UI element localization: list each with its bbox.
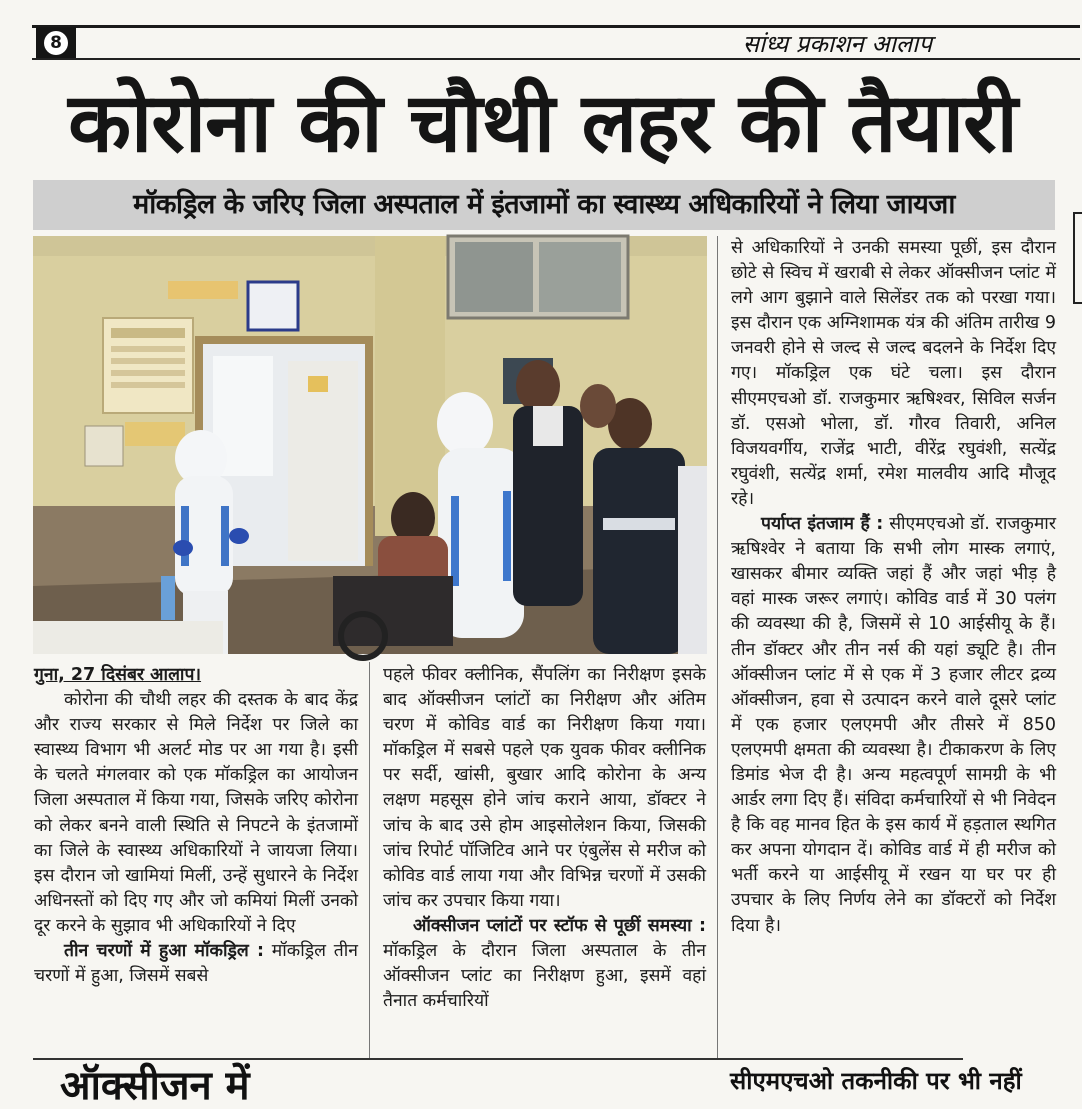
news-photo xyxy=(33,236,707,654)
headline: कोरोना की चौथी लहर की तैयारी xyxy=(68,76,1017,171)
paragraph: सीएमएचओ डॉ. राजकुमार ऋषिश्वेर ने बताया कि सभी लोग मास्क लगाएं, खासकर बीमार व्यक्ति जहां हैं और जहां भीड़ है वहां मास्क जरूर लगाएं। कोविड वार्ड में 30 पलंग की व्यवस्था की है, जिसमें से 10 आईसीयू के हैं। तीन डॉक्टर और तीन नर्स की यहां ड्यूटि है। तीन ऑक्सीजन प्लांट में से एक में 3 हजार लीटर द्रव्य ऑक्सीजन, हवा से उत्पादन करने वाले दूसरे प्लांट में एक हजार एलएमपी और तीसरे में 850 एलएमपी क्षमता की व्यवस्था है। टीकाकरण के लिए डिमांड भेज दी है। अन्य महत्वपूर्ण सामग्री के भी आर्डर लगा दिए हैं। संविदा कर्मचारियों से भी निवेदन है कि वह मानव हित के इस कार्य में हड़ताल स्थगित कर अपना योगदान दें। कोविड वार्ड में ही मरीज को भर्ती करने या आईसीयू में रखन या घर पर ही उपचार के लिए निर्णय लेने का डॉक्टरों को निर्देश दिया है। xyxy=(731,514,1056,936)
masthead-title: सांध्य प्रकाशन आलाप xyxy=(742,30,932,58)
adjacent-box-edge xyxy=(1073,212,1082,304)
article-column-3 xyxy=(731,236,1056,939)
page-number-badge xyxy=(36,27,76,59)
subheading: तीन चरणों में हुआ मॉकड्रिल : xyxy=(64,941,265,962)
paragraph: मॉकड्रिल के दौरान जिला अस्पताल के तीन ऑक्सीजन प्लांट का निरीक्षण हुआ, इसमें वहां तैनात कर्मचारियों xyxy=(383,941,706,1012)
subheading: ऑक्सीजन प्लांटों पर स्टॉफ से पूछीं समस्या : xyxy=(413,915,706,936)
column-rule xyxy=(369,662,370,1060)
subheadline: मॉकड्रिल के जरिए जिला अस्पताल में इंतजामों का स्वास्थ्य अधिकारियों ने लिया जायजा xyxy=(33,180,1055,230)
bottom-rule xyxy=(33,1058,963,1060)
hospital-mock-drill-photo xyxy=(33,236,707,654)
header-rule xyxy=(32,58,1080,60)
column-rule xyxy=(717,236,718,1060)
subheading: पर्याप्त इंतजाम हैं : xyxy=(761,514,884,535)
article-column-2 xyxy=(383,663,706,1014)
paragraph: से अधिकारियों ने उनकी समस्या पूछीं, इस दौरान छोटे से स्विच में खराबी से लेकर ऑक्सीजन प्लांट में लगे आग बुझाने वाले सिलेंडर तक को परखा गया। इस दौरान एक अग्निशामक यंत्र की अंतिम तारीख 9 जनवरी होने से जल्द से जल्द बदलने के निर्देश दिए गए। मॉकड्रिल एक घंटे चला। इस दौरान सीएमएचओ डॉ. राजकुमार ऋषिश्वर, सिविल सर्जन डॉ. एसओ भोला, डॉ. गौरव तिवारी, अनिल विजयवर्गीय, राजेंद्र भाटी, वीरेंद्र रघुवंशी, सत्येंद्र रघुवंशी, सत्येंद्र शर्मा, रमेश मालवीय आदि मौजूद रहे। xyxy=(731,238,1056,509)
next-story-headline: ऑक्सीजन में xyxy=(60,1063,250,1109)
article-column-1 xyxy=(34,663,358,989)
next-story-headline-2: सीएमएचओ तकनीकी पर भी नहीं xyxy=(730,1067,1022,1095)
paragraph: कोरोना की चौथी लहर की दस्तक के बाद केंद्र और राज्य सरकार से मिले निर्देश पर जिले का स्वास्थ्य विभाग भी अलर्ट मोड पर आ गया है। इसी के चलते मंगलवार को एक मॉकड्रिल का आयोजन जिला अस्पताल में किया गया, जिसके जरिए कोरोना को लेकर बनने वाली स्थिति से निपटने के इंतजामों का जिले के स्वास्थ्य अधिकारियों ने जायजा लिया। इस दौरान जो खामियां मिलीं, उन्हें सुधारने के निर्देश अधिनस्तों को दिए गए और जो कमियां मिलीं उनको दूर करने के सुझाव भी अधिकारियों ने दिए xyxy=(34,690,358,936)
paragraph: पहले फीवर क्लीनिक, सैंपलिंग का निरीक्षण इसके बाद ऑक्सीजन प्लांटों का निरीक्षण और अंतिम चरण में कोविड वार्ड का निरीक्षण किया गया। मॉकड्रिल में सबसे पहले एक युवक फीवर क्लीनिक पर सर्दी, खांसी, बुखार आदि कोरोना के अन्य लक्षण महसूस होने जांच कराने आया, डॉक्टर ने जांच के बाद उसे होम आइसोलेशन किया, जिसकी जांच रिपोर्ट पॉजिटिव आने पर एंबुलेंस से मरीज को कोविड वार्ड लाया गया और विभिन्न चरणों में उसकी जांच कर उपचार किया गया। xyxy=(383,665,706,911)
dateline: गुना, 27 दिसंबर आलाप। xyxy=(34,665,202,685)
page-number: 8 xyxy=(44,31,68,55)
paragraph: मॉकड्रिल तीन चरणों में हुआ, जिसमें सबसे xyxy=(34,941,358,987)
